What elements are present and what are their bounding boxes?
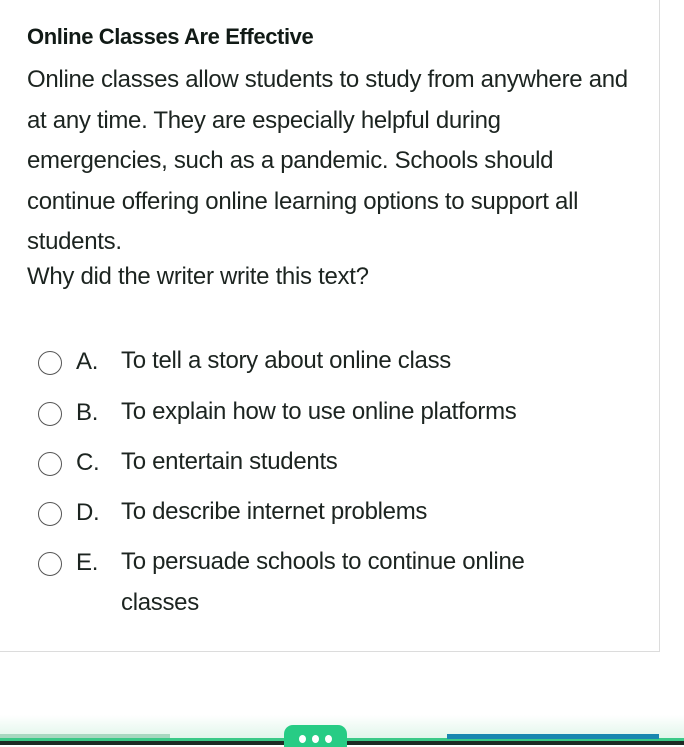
radio-icon[interactable] xyxy=(38,502,62,526)
passage-title: Online Classes Are Effective xyxy=(27,24,314,49)
radio-icon[interactable] xyxy=(38,552,62,576)
option-text: To persuade schools to continue online classes xyxy=(121,548,525,616)
option-letter: A. xyxy=(76,348,99,375)
option-letter: C. xyxy=(76,449,100,476)
dot-icon xyxy=(325,735,332,743)
dot-icon xyxy=(312,735,319,743)
dot-icon xyxy=(299,735,306,743)
option-c[interactable] xyxy=(38,449,621,482)
option-a[interactable] xyxy=(38,348,621,381)
radio-icon[interactable] xyxy=(38,452,62,476)
more-button[interactable] xyxy=(284,725,347,747)
option-d[interactable] xyxy=(38,499,621,532)
option-letter: B. xyxy=(76,399,99,426)
option-b[interactable] xyxy=(38,399,621,432)
passage-body: Online classes allow students to study from anywhere and at any time. They are especially helpful during emergencies, such as a pandemic. Schools should continue offering online learning options to support all students. xyxy=(27,66,628,255)
option-letter: D. xyxy=(76,499,100,526)
option-text: To describe internet problems xyxy=(121,498,428,525)
question-text: Why did the writer write this text? xyxy=(27,263,369,290)
option-e[interactable] xyxy=(38,549,601,623)
radio-icon[interactable] xyxy=(38,351,62,375)
option-text: To explain how to use online platforms xyxy=(121,398,517,425)
radio-icon[interactable] xyxy=(38,402,62,426)
option-text: To entertain students xyxy=(121,448,338,475)
progress-indicator xyxy=(447,734,659,739)
option-letter: E. xyxy=(76,549,99,576)
option-text: To tell a story about online class xyxy=(121,347,451,374)
